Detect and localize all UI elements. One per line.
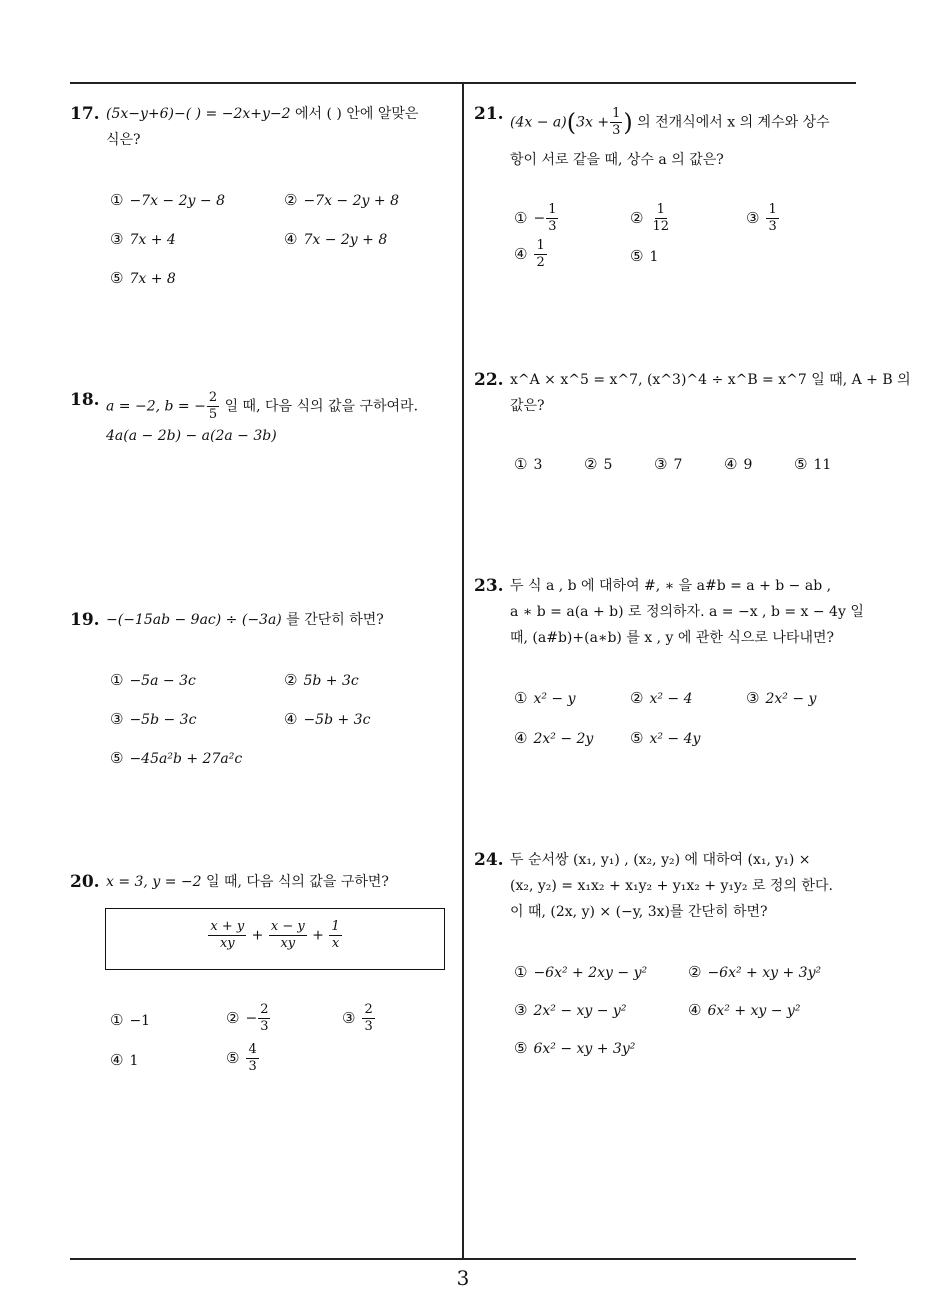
choice-2[interactable]: ② 5b + 3c <box>284 671 359 689</box>
question-text: 두 순서쌍 (x₁, y₁) , (x₂, y₂) 에 대하여 (x₁, y₁) × <box>510 852 811 868</box>
choice-2[interactable]: ② − $\frac{2}{3}$ <box>226 1002 269 1034</box>
question-text: 일 때, 다음 식의 값을 구하면? <box>201 874 389 890</box>
question-expression: 3x + <box>576 114 610 131</box>
column-divider <box>462 82 464 1258</box>
choice-4[interactable]: ④ $\frac{1}{2}$ <box>514 238 545 270</box>
choice-2[interactable]: ② −7x − 2y + 8 <box>284 191 399 209</box>
choice-3[interactable]: ③ 7x + 4 <box>110 230 176 248</box>
choice-4[interactable]: ④ 6x² + xy − y² <box>688 1001 801 1019</box>
choice-4[interactable]: ④ −5b + 3c <box>284 710 371 728</box>
question-text: 이 때, (2x, y) × (−y, 3x)를 간단히 하면? <box>510 904 768 920</box>
question-text: 항이 서로 같을 때, 상수 a 의 값은? <box>510 152 724 168</box>
question-text: x^A × x^5 = x^7, (x^3)^4 ÷ x^B = x^7 일 때, A + B 의 <box>510 372 911 388</box>
choice-3[interactable]: ③ 7 <box>654 455 683 473</box>
question-number: 21. <box>474 104 504 124</box>
choice-3[interactable]: ③ 2x² − xy − y² <box>514 1001 627 1019</box>
choice-3[interactable]: ③ 2x² − y <box>746 689 817 707</box>
choice-4[interactable]: ④ 7x − 2y + 8 <box>284 230 388 248</box>
choice-4[interactable]: ④ 1 <box>110 1051 139 1069</box>
question-number: 23. <box>474 576 504 596</box>
question-number: 19. <box>70 610 100 630</box>
choice-5[interactable]: ⑤ 7x + 8 <box>110 269 176 287</box>
choice-5[interactable]: ⑤ x² − 4y <box>630 729 701 747</box>
question-text: 에서 ( ) 안에 알맞은 <box>290 106 419 122</box>
choice-2[interactable]: ② −6x² + xy + 3y² <box>688 963 822 981</box>
choice-3[interactable]: ③ $\frac{2}{3}$ <box>342 1002 373 1034</box>
fraction: $\frac{x - y}{xy}$ <box>270 919 305 951</box>
question-text: 일 때, 다음 식의 값을 구하여라. <box>220 398 419 415</box>
question-condition: a = −2, b = − <box>106 398 206 415</box>
choice-5[interactable]: ⑤ $\frac{4}{3}$ <box>226 1042 257 1074</box>
choice-1[interactable]: ① −1 <box>110 1011 151 1029</box>
fraction: $\frac{x + y}{xy}$ <box>210 919 245 951</box>
choice-1[interactable]: ① x² − y <box>514 689 576 707</box>
choice-5[interactable]: ⑤ −45a²b + 27a²c <box>110 749 243 767</box>
choice-1[interactable]: ① 3 <box>514 455 543 473</box>
question-number: 24. <box>474 850 504 870</box>
choice-5[interactable]: ⑤ 11 <box>794 455 832 473</box>
question-text: 를 간단히 하면? <box>281 612 384 628</box>
choice-1[interactable]: ① − $\frac{1}{3}$ <box>514 202 557 234</box>
fraction: $\frac{1}{3}$ <box>612 106 621 138</box>
choice-2[interactable]: ② x² − 4 <box>630 689 693 707</box>
question-text: a ∗ b = a(a + b) 로 정의하자. a = −x , b = x − 4y 일 <box>510 604 864 620</box>
choice-5[interactable]: ⑤ 1 <box>630 247 659 265</box>
expression-box: $\frac{x + y}{xy}$ + $\frac{x - y}{xy}$ + $\frac{1}{x}$ <box>105 908 445 970</box>
question-number: 17. <box>70 104 100 124</box>
question-text: 값은? <box>510 398 545 414</box>
question-expression: 4a(a − 2b) − a(2a − 3b) <box>106 428 277 444</box>
question-number: 20. <box>70 872 100 892</box>
page-number: 3 <box>456 1266 470 1290</box>
choice-2[interactable]: ② $\frac{1}{12}$ <box>630 202 669 234</box>
question-condition: x = 3, y = −2 <box>106 874 202 890</box>
choice-3[interactable]: ③ −5b − 3c <box>110 710 197 728</box>
question-text: 식은? <box>106 132 141 148</box>
question-number: 22. <box>474 370 504 390</box>
question-expression: (4x − a) <box>510 114 567 131</box>
question-number: 18. <box>70 390 100 410</box>
fraction: $\frac{2}{5}$ <box>208 390 218 422</box>
choice-1[interactable]: ① −7x − 2y − 8 <box>110 191 225 209</box>
choice-1[interactable]: ① −6x² + 2xy − y² <box>514 963 648 981</box>
question-expression: (5x−y+6)−( ) = −2x+y−2 <box>106 106 291 122</box>
question-text: (x₂, y₂) = x₁x₂ + x₁y₂ + y₁x₂ + y₁y₂ 로 정의 한다. <box>510 878 833 894</box>
choice-5[interactable]: ⑤ 6x² − xy + 3y² <box>514 1039 636 1057</box>
question-text: 때, (a#b)+(a∗b) 를 x , y 에 관한 식으로 나타내면? <box>510 630 834 646</box>
choice-2[interactable]: ② 5 <box>584 455 613 473</box>
bottom-rule <box>70 1258 856 1260</box>
choice-3[interactable]: ③ $\frac{1}{3}$ <box>746 202 777 234</box>
fraction: $\frac{1}{x}$ <box>331 919 340 951</box>
choice-4[interactable]: ④ 9 <box>724 455 753 473</box>
question-expression: −(−15ab − 9ac) ÷ (−3a) <box>106 612 282 628</box>
question-text: 두 식 a , b 에 대하여 #, ∗ 을 a#b = a + b − ab , <box>510 578 832 594</box>
choice-4[interactable]: ④ 2x² − 2y <box>514 729 594 747</box>
choice-1[interactable]: ① −5a − 3c <box>110 671 196 689</box>
question-text: 의 전개식에서 x 의 계수와 상수 <box>632 114 830 131</box>
